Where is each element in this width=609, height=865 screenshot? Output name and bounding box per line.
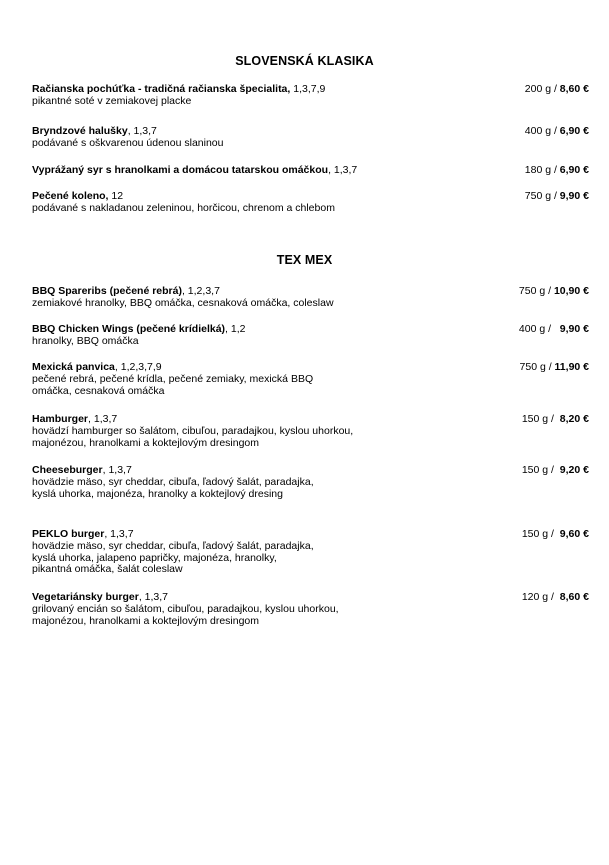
item-name: Mexická panvica: [32, 361, 115, 373]
item-price-amount: 9,20 €: [559, 464, 589, 476]
item-price: [484, 465, 589, 477]
item-description: zemiakové hranolky, BBQ omáčka, cesnaková omáčka, coleslaw: [32, 296, 334, 309]
item-name: Račianska pochúťka - tradičná račianska špecialita,: [32, 83, 291, 95]
item-price: [484, 529, 589, 541]
item-name: Cheeseburger: [32, 464, 103, 476]
item-weight: 750 g /: [518, 285, 554, 297]
item-description: hovädzie mäso, syr cheddar, cibuľa, ľadový šalát, paradajka, kyslá uhorka, jalapeno papričky, majonéza, hranolky, pikantná omáčka, šalát coleslaw: [32, 539, 314, 576]
item-allergens: , 1,2: [225, 323, 246, 335]
item-weight: 750 g /: [519, 361, 555, 373]
menu-item-bbq-spareribs: [32, 285, 589, 310]
item-price: [484, 362, 589, 374]
item-weight: 400 g /: [518, 323, 560, 335]
item-weight: 400 g /: [524, 125, 560, 137]
item-allergens: 12: [108, 190, 124, 202]
item-price-amount: 10,90 €: [553, 285, 589, 297]
menu-item-bryndzove-halusky: [32, 125, 589, 150]
item-weight: 750 g /: [524, 190, 560, 202]
item-name: Pečené koleno,: [32, 190, 109, 202]
section-title-tex-mex: TEX MEX: [276, 253, 333, 267]
item-price: [484, 414, 589, 426]
item-allergens: , 1,2,3,7,9: [114, 361, 162, 373]
menu-item-vegetariansky-burger: [32, 591, 589, 627]
item-description: podávané s nakladanou zeleninou, horčicou, chrenom a chlebom: [32, 201, 335, 214]
item-weight: 180 g /: [524, 164, 560, 176]
item-weight: 120 g /: [521, 591, 560, 603]
item-price-amount: 9,60 €: [559, 528, 589, 540]
item-price: [484, 84, 589, 96]
item-price: [484, 592, 589, 604]
item-allergens: , 1,3,7: [138, 591, 169, 603]
item-description: hovädzí hamburger so šalátom, cibuľou, paradajkou, kyslou uhorkou, majonézou, hranolkami a koktejlovým dresingom: [32, 424, 354, 449]
item-description: grilovaný encián so šalátom, cibuľou, paradajkou, kyslou uhorkou, majonézou, hranolkami a koktejlovým dresingom: [32, 602, 339, 627]
item-allergens: , 1,3,7: [102, 464, 132, 476]
item-allergens: , 1,2,3,7: [181, 285, 220, 297]
item-allergens: 1,3,7,9: [290, 83, 326, 95]
menu-item-hamburger: [32, 413, 589, 449]
item-allergens: , 1,3,7: [88, 413, 118, 425]
menu-item-mexicka-panvica: [32, 361, 589, 397]
item-description: pikantné soté v zemiakovej placke: [32, 94, 192, 107]
item-name: Hamburger: [32, 413, 89, 425]
item-weight: 200 g /: [524, 83, 560, 95]
item-allergens: , 1,3,7: [104, 528, 134, 540]
item-price: [484, 191, 589, 203]
menu-item-bbq-chicken-wings: [32, 323, 589, 348]
item-price-amount: 6,90 €: [559, 125, 589, 137]
item-weight: 150 g /: [521, 413, 560, 425]
menu-item-vyprazany-syr: [32, 164, 589, 177]
menu-item-cheeseburger: [32, 464, 589, 500]
item-name: Vyprážaný syr s hranolkami a domácou tatarskou omáčkou: [32, 164, 329, 176]
item-name: PEKLO burger: [32, 528, 105, 540]
item-price: [484, 324, 589, 336]
item-description: hranolky, BBQ omáčka: [32, 334, 139, 347]
item-weight: 150 g /: [521, 464, 560, 476]
item-price-amount: 8,20 €: [559, 413, 589, 425]
item-allergens: , 1,3,7: [127, 125, 157, 137]
item-description: hovädzie mäso, syr cheddar, cibuľa, ľadový šalát, paradajka, kyslá uhorka, majonéza, hranolky a koktejlový dresing: [32, 475, 314, 500]
item-name: Bryndzové halušky: [32, 125, 128, 137]
item-description: pečené rebrá, pečené krídla, pečené zemiaky, mexická BBQ omáčka, cesnaková omáčka: [32, 372, 314, 397]
menu-item-raciansk-pochutka: [32, 83, 589, 108]
item-price-amount: 9,90 €: [559, 323, 589, 335]
item-price: [484, 165, 589, 177]
menu-item-peklo-burger: [32, 528, 589, 576]
item-description: podávané s oškvarenou údenou slaninou: [32, 136, 224, 149]
item-price-amount: 11,90 €: [554, 361, 589, 373]
item-weight: 150 g /: [521, 528, 560, 540]
item-price-amount: 8,60 €: [559, 591, 589, 603]
item-name: BBQ Chicken Wings (pečené krídielká): [32, 323, 226, 335]
item-price-amount: 6,90 €: [559, 164, 589, 176]
menu-item-pecene-koleno: [32, 190, 589, 215]
item-price-amount: 8,60 €: [559, 83, 589, 95]
item-price: [484, 126, 589, 138]
item-name: BBQ Spareribs (pečené rebrá): [32, 285, 182, 297]
section-title-slovenska-klasika: SLOVENSKÁ KLASIKA: [235, 54, 374, 68]
item-price: [484, 286, 589, 298]
item-price-amount: 9,90 €: [559, 190, 589, 202]
item-allergens: , 1,3,7: [328, 164, 358, 176]
item-name: Vegetariánsky burger: [32, 591, 139, 603]
